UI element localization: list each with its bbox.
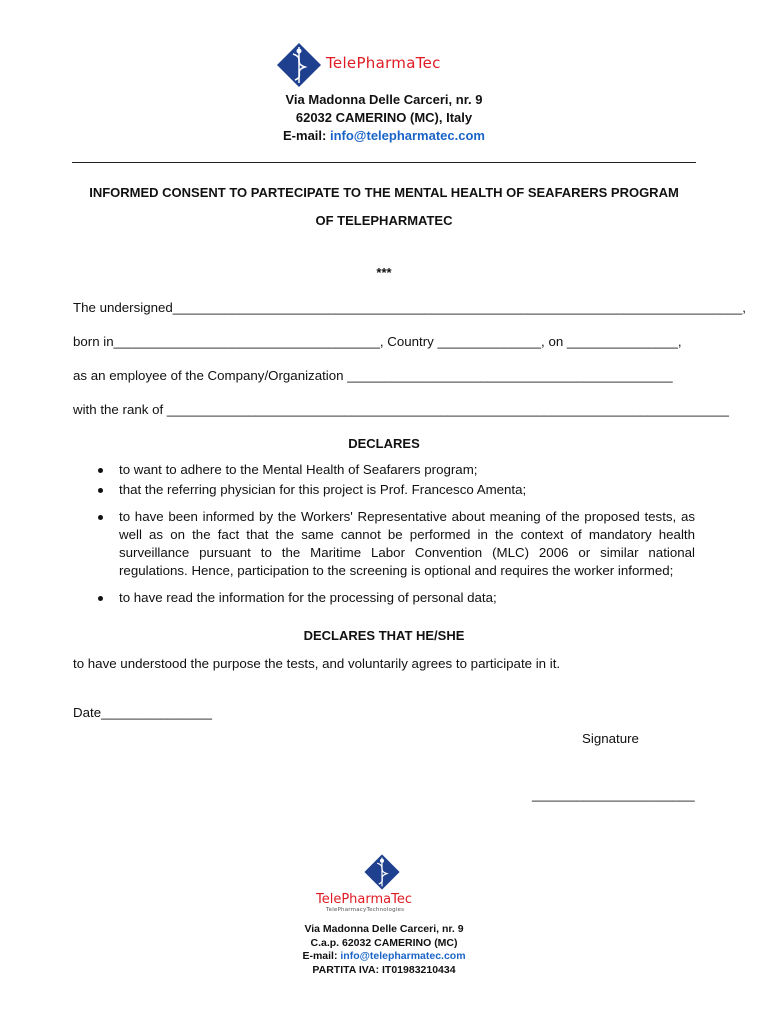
document-title-line1: INFORMED CONSENT TO PARTECIPATE TO THE MENTAL HEALTH OF SEAFARERS PROGRAM (89, 185, 679, 200)
footer-address-line1: Via Madonna Delle Carceri, nr. 9 (304, 923, 464, 935)
footer-email-line (0, 950, 768, 964)
footer-logo-text: TelePharmaTec (316, 892, 413, 907)
header-email-link[interactable]: info@telepharmatec.com (329, 128, 485, 143)
footer-address (0, 923, 768, 977)
rank-field[interactable]: with the rank of ____________________________________________________________________________ (73, 402, 729, 417)
list-item: to have read the information for the processing of personal data; (73, 589, 695, 607)
list-item: to want to adhere to the Mental Health of Seafarers program; (73, 461, 695, 479)
bullet-icon (98, 596, 103, 601)
header-email-label: E-mail: (283, 128, 327, 143)
bullet-icon (98, 468, 103, 473)
declares-that-text: to have understood the purpose the tests, and voluntarily agrees to participate in it. (73, 656, 561, 671)
signature-label: Signature (582, 731, 639, 746)
telepharmatec-logo-icon (362, 852, 402, 892)
birth-field[interactable]: born in____________________________________, Country ______________, on _______________, (73, 334, 682, 349)
signature-line[interactable]: ______________________ (532, 787, 695, 802)
footer-email-link[interactable]: info@telepharmatec.com (340, 950, 466, 962)
header-address (0, 91, 768, 145)
footer-vat: PARTITA IVA: IT01983210434 (312, 963, 456, 976)
declares-list (73, 461, 695, 616)
header-divider (72, 162, 696, 163)
list-item: that the referring physician for this project is Prof. Francesco Amenta; (73, 481, 695, 499)
footer-address-line2: C.a.p. 62032 CAMERINO (MC) (310, 936, 458, 949)
header-logo-text: TelePharmaTec (326, 54, 441, 72)
telepharmatec-logo-icon (274, 40, 324, 90)
document-title-line2: OF TELEPHARMATEC (315, 213, 453, 228)
footer-logo (314, 852, 454, 914)
footer-email-label: E-mail: (302, 950, 338, 962)
undersigned-field[interactable]: The undersigned_____________________________________________________________________________, (73, 300, 746, 315)
title-separator: *** (376, 265, 392, 280)
header-address-line2: 62032 CAMERINO (MC), Italy (295, 110, 473, 125)
declares-heading: DECLARES (348, 436, 420, 451)
bullet-icon (98, 515, 103, 520)
header-address-line1: Via Madonna Delle Carceri, nr. 9 (285, 92, 483, 107)
declares-that-heading: DECLARES THAT HE/SHE (303, 628, 465, 643)
footer-logo-subtext: TelePharmacyTechnologies (326, 907, 405, 913)
list-item: to have been informed by the Workers' Representative about meaning of the proposed tests, as well as on the fact that the same cannot be performed in the context of mandatory health surveillance pursuant to the Maritime Labor Convention (MLC) 2006 or similar national regulations. Hence, participation to the screening is optional and requires the worker informed; (73, 508, 695, 580)
company-field[interactable]: as an employee of the Company/Organization ____________________________________________ (73, 368, 673, 383)
date-field[interactable]: Date_______________ (73, 705, 213, 720)
header-email-line (0, 127, 768, 145)
bullet-icon (98, 488, 103, 493)
header-logo (274, 40, 500, 90)
